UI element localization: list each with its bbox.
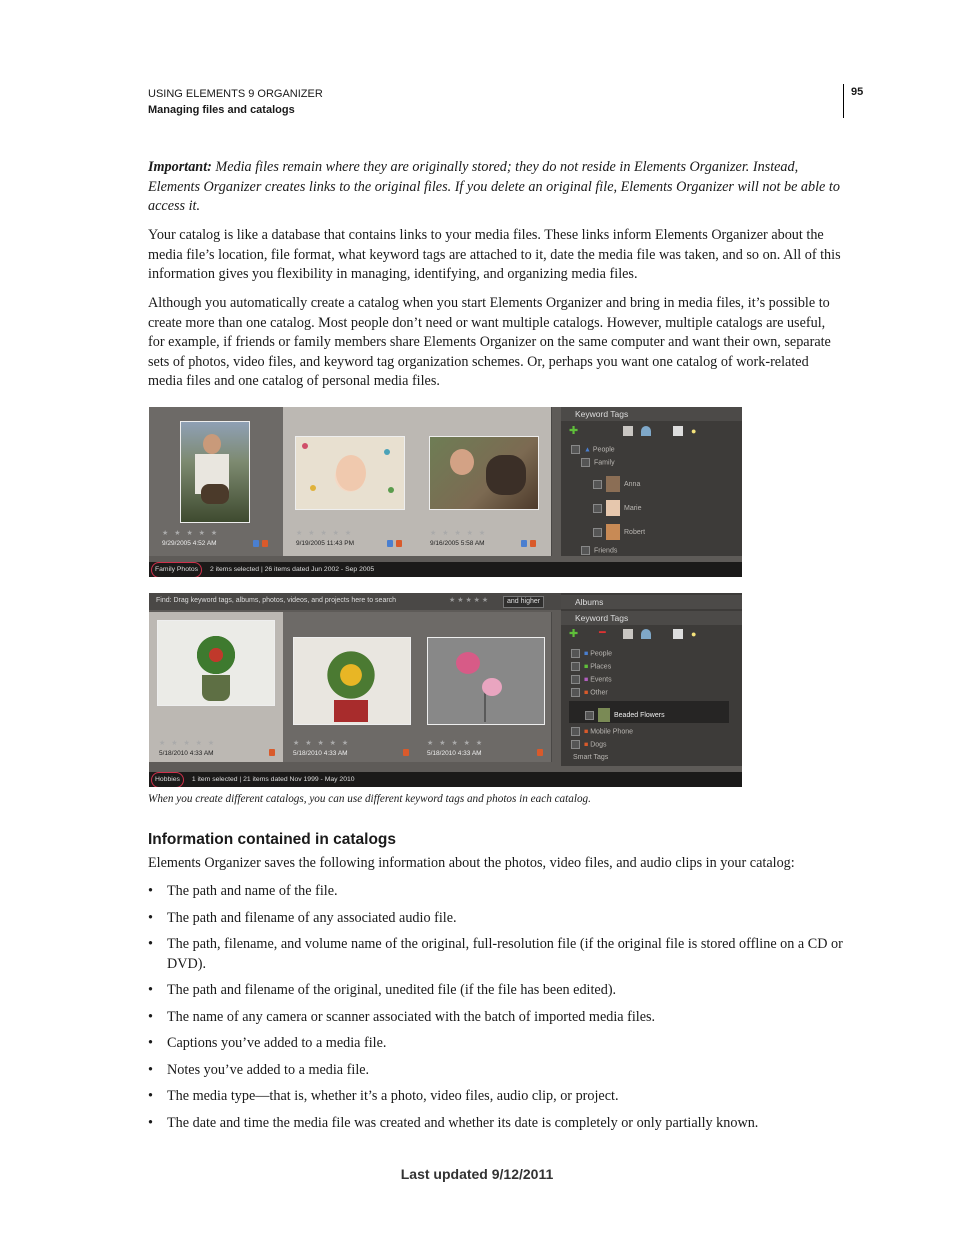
tag-icon <box>387 540 393 547</box>
organize-panel <box>561 593 742 766</box>
photo-tile[interactable] <box>417 612 552 762</box>
tag-icon <box>269 749 275 756</box>
photo-tile[interactable] <box>283 612 418 762</box>
footer-last-updated: Last updated 9/12/2011 <box>400 1166 554 1182</box>
keyword-tags-header[interactable]: Keyword Tags <box>561 407 742 421</box>
tag-label: Mobile Phone <box>590 728 633 736</box>
tag-label: People <box>592 446 615 454</box>
photo-tile-selected[interactable] <box>149 612 284 762</box>
catalog-icon[interactable] <box>623 426 633 436</box>
new-tag-icon[interactable]: ✚ <box>569 628 579 640</box>
tag-icon <box>396 540 402 547</box>
list-item: • Notes you’ve added to a media file. <box>148 1061 843 1081</box>
tag-icon <box>403 749 409 756</box>
person-icon[interactable] <box>673 426 683 436</box>
tag-label: Other <box>590 689 608 697</box>
tag-row[interactable]: ■ Events <box>571 675 612 684</box>
page-number: 95 <box>851 86 864 98</box>
tag-icon <box>253 540 259 547</box>
running-header-title: USING ELEMENTS 9 ORGANIZER <box>148 88 323 100</box>
list-item: • The path and filename of any associated audio file. <box>148 909 843 929</box>
delete-tag-icon[interactable]: ━ <box>599 627 606 639</box>
list-item: • The media type—that is, whether it’s a photo, video files, audio clip, or project. <box>148 1087 843 1107</box>
tag-row[interactable] <box>593 500 642 516</box>
screenshot-hobbies-catalog <box>149 593 742 787</box>
view-icon[interactable] <box>641 426 651 436</box>
rating-stars[interactable]: ★ ★ ★ ★ ★ <box>430 530 488 537</box>
photo-thumbnail[interactable] <box>427 637 545 725</box>
tag-icon <box>521 540 527 547</box>
tag-row[interactable] <box>581 546 617 555</box>
tag-row[interactable]: ■ Other <box>571 688 608 697</box>
important-text: Media files remain where they are originally stored; they do not reside in Elements Organizer. Instead, Elements Organizer creates links to the original files. If you delete an original file, Elements Organizer will not be able to access it. <box>148 159 840 214</box>
photo-tile[interactable] <box>149 407 284 556</box>
paragraph-multiple-catalogs: Although you automatically create a catalog when you start Elements Organizer and bring in media files, it’s possible to create more than one catalog. Most people don’t need or want multiple catalogs. However, multiple catalogs are useful, for example, if friends or family members share Elements Organizer on the same computer and want their own, separate sets of photos, video files, and keyword tag organization schemes. Or, perhaps you want one catalog of work-related media files and one catalog of personal media files. <box>148 295 831 389</box>
figure-caption: When you create different catalogs, you can use different keyword tags and photos in each catalog. <box>148 793 591 805</box>
selected-tag-row[interactable] <box>569 701 729 723</box>
view-icon[interactable] <box>641 629 651 639</box>
catalog-name[interactable]: Hobbies <box>151 772 184 787</box>
photo-thumbnail[interactable] <box>293 637 411 725</box>
tag-label: Robert <box>624 528 646 536</box>
photo-date: 5/18/2010 4:33 AM <box>427 750 482 757</box>
keyword-tags-panel <box>561 407 742 556</box>
find-bar-text: Find: Drag keyword tags, albums, photos, videos, and projects here to search <box>156 597 397 604</box>
rating-filter-select[interactable]: and higher <box>503 596 544 608</box>
photo-tile-selected[interactable] <box>417 407 552 556</box>
important-note <box>148 158 843 217</box>
person-icon[interactable] <box>673 629 683 639</box>
status-text: 2 items selected | 26 items dated Jun 2002 - Sep 2005 <box>209 566 375 573</box>
photo-thumbnail[interactable] <box>429 436 539 510</box>
status-text: 1 item selected | 21 items dated Nov 1999 - May 2010 <box>191 776 355 783</box>
rating-stars[interactable]: ★ ★ ★ ★ ★ <box>159 740 217 747</box>
catalog-name[interactable]: Family Photos <box>151 562 202 577</box>
tag-toolbar <box>569 426 719 440</box>
tag-row[interactable] <box>593 476 640 492</box>
tag-label: Beaded Flowers <box>614 711 665 719</box>
rating-stars[interactable]: ★ ★ ★ ★ ★ <box>162 530 220 537</box>
section-heading: Information contained in catalogs <box>148 831 397 848</box>
new-tag-icon[interactable]: ✚ <box>569 425 579 437</box>
tag-label: Family <box>594 459 615 467</box>
header-divider <box>843 84 844 118</box>
photo-thumbnail[interactable] <box>180 421 250 523</box>
photo-date: 5/18/2010 4:33 AM <box>293 750 348 757</box>
list-item: • The path and name of the file. <box>148 882 843 902</box>
running-header-subtitle: Managing files and catalogs <box>148 104 295 116</box>
photo-date: 9/16/2005 5:58 AM <box>430 540 485 547</box>
photo-thumbnail[interactable] <box>295 436 405 510</box>
paragraph-catalog-description: Your catalog is like a database that contains links to your media files. These links inform Elements Organizer about the media file’s location, file format, what keyword tags are attached to it, date the media file was taken, and so on. All of this information gives you flexibility in managing, identifying, and organizing media files. <box>148 227 841 282</box>
tag-label: Places <box>590 663 612 671</box>
lightbulb-icon[interactable]: ● <box>691 629 697 639</box>
rating-stars[interactable]: ★ ★ ★ ★ ★ <box>293 740 351 747</box>
tag-label: Anna <box>624 480 641 488</box>
photo-thumbnail[interactable] <box>157 620 275 706</box>
keyword-tags-header[interactable]: Keyword Tags <box>561 611 742 625</box>
tag-row[interactable] <box>581 458 615 467</box>
important-label: Important: <box>148 159 212 175</box>
list-item: • The path, filename, and volume name of the original, full-resolution file (if the original file is stored offline on a CD or DVD). <box>148 935 843 974</box>
list-item: • Captions you’ve added to a media file. <box>148 1034 843 1054</box>
tag-label: Events <box>590 676 612 684</box>
rating-stars[interactable]: ★ ★ ★ ★ ★ <box>296 530 354 537</box>
catalog-icon[interactable] <box>623 629 633 639</box>
tag-row[interactable]: ■ Mobile Phone <box>571 727 633 736</box>
tag-label: People <box>590 650 612 658</box>
status-bar <box>149 772 742 787</box>
list-item: • The name of any camera or scanner associated with the batch of imported media files. <box>148 1008 843 1028</box>
photo-date: 9/19/2005 11:43 PM <box>296 540 355 547</box>
section-intro: Elements Organizer saves the following information about the photos, video files, and audio clips in your catalog: <box>148 855 795 871</box>
photo-date: 9/29/2005 4:52 AM <box>162 540 217 547</box>
tag-icon <box>530 540 536 547</box>
tag-icon <box>262 540 268 547</box>
tag-row[interactable] <box>593 524 645 540</box>
tag-row[interactable] <box>573 754 608 761</box>
list-item: • The path and filename of the original, unedited file (if the file has been edited). <box>148 981 843 1001</box>
rating-stars[interactable]: ★ ★ ★ ★ ★ <box>427 740 485 747</box>
tag-row[interactable]: ▲ People <box>571 445 615 454</box>
find-bar[interactable] <box>149 593 561 610</box>
albums-header[interactable]: Albums <box>561 595 742 609</box>
status-bar <box>149 562 742 577</box>
tag-label: Dogs <box>590 741 607 749</box>
list-item: • The date and time the media file was created and whether its date is completely or only partially known. <box>148 1114 843 1134</box>
photo-tile-selected[interactable] <box>283 407 418 556</box>
screenshot-family-catalog <box>149 407 742 577</box>
tag-row[interactable]: ■ Dogs <box>571 740 607 749</box>
tag-toolbar <box>569 629 719 643</box>
photo-date: 5/18/2010 4:33 AM <box>159 750 214 757</box>
tag-label: Smart Tags <box>573 754 609 761</box>
tag-label: Marie <box>624 504 642 512</box>
tag-row[interactable]: ■ People <box>571 649 612 658</box>
rating-filter-stars[interactable]: ★ ★ ★ ★ ★ <box>449 597 489 604</box>
tag-label: Friends <box>594 547 618 555</box>
catalog-info-list <box>148 882 843 1140</box>
tag-row[interactable]: ■ Places <box>571 662 611 671</box>
lightbulb-icon[interactable]: ● <box>691 426 697 436</box>
tag-icon <box>537 749 543 756</box>
